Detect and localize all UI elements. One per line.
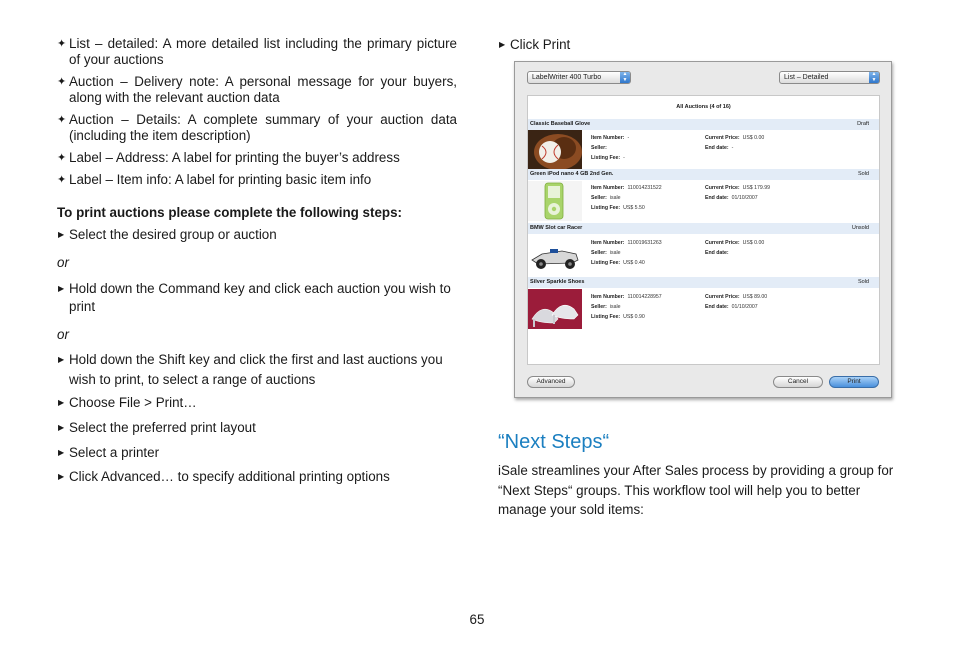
item-number-field: Item Number: 110019631263 [591, 240, 662, 246]
bullet-text: Auction – Delivery note: A personal message for your buyers, along with the relevant auction data [69, 74, 457, 105]
step-shift-click [57, 350, 457, 390]
item-name: Classic Baseball Glove [530, 121, 591, 127]
bullet-list-detailed [57, 36, 457, 68]
item-name: Silver Sparkle Shoes [530, 279, 585, 285]
bullet-delivery-note [57, 74, 457, 106]
item-header-bar [528, 119, 879, 130]
triangle-bullet-icon: ▶ [58, 355, 65, 364]
listing-fee-field: Listing Fee: US$ 0.90 [591, 314, 645, 320]
item-header-bar [528, 169, 879, 180]
step-select-printer [57, 444, 457, 462]
step-text: Select the preferred print layout [69, 420, 256, 435]
end-date-field: End date: 01/10/2007 [705, 304, 758, 310]
page-number: 65 [469, 612, 485, 627]
item-status: Draft [857, 121, 869, 127]
step-text: Choose File > Print… [69, 395, 197, 410]
star-bullet-icon: ✦ [57, 114, 67, 126]
step-command-click [57, 280, 457, 316]
print-button[interactable]: Print [829, 376, 879, 388]
print-dialog-screenshot [514, 61, 892, 398]
printer-select-value: LabelWriter 400 Turbo [532, 74, 602, 81]
ipod-nano-image [528, 181, 582, 221]
star-bullet-icon: ✦ [57, 38, 67, 50]
star-bullet-icon: ✦ [57, 152, 67, 164]
updown-arrows-icon: ▲ ▼ [620, 72, 630, 83]
bullet-text: Auction – Details: A complete summary of your auction data (including the item description) [69, 112, 457, 143]
left-column [57, 36, 457, 486]
bullet-text: Label – Address: A label for printing the buyer’s address [69, 150, 400, 165]
item-number-field: Item Number: 110014228957 [591, 294, 662, 300]
sparkle-shoes-image [528, 289, 582, 329]
triangle-bullet-icon: ▶ [58, 230, 65, 239]
layout-select-value: List – Detailed [784, 74, 829, 81]
printer-select[interactable] [527, 71, 631, 84]
seller-field: Seller: isale [591, 304, 621, 310]
step-text: Hold down the Shift key and click the first and last auctions you wish to print, to select a range of auctions [69, 352, 443, 387]
triangle-bullet-icon: ▶ [58, 448, 65, 457]
section-body: iSale streamlines your After Sales process by providing a group for “Next Steps“ groups. This workflow tool will help you to better manage your sold items: [498, 463, 894, 517]
current-price-field: Current Price: US$ 0.00 [705, 135, 765, 141]
seller-field: Seller: [591, 145, 607, 151]
bullet-label-address [57, 150, 457, 166]
step-select-group [57, 226, 457, 244]
end-date-field: End date: 01/10/2007 [705, 195, 758, 201]
step-text: Select a printer [69, 445, 160, 460]
item-number-field: Item Number: - [591, 135, 630, 141]
end-date-field: End date: - [705, 145, 734, 151]
item-name: Green iPod nano 4 GB 2nd Gen. [530, 171, 614, 177]
triangle-bullet-icon: ▶ [499, 40, 506, 49]
updown-arrows-icon: ▲ ▼ [869, 72, 879, 83]
listing-fee-field: Listing Fee: US$ 0.40 [591, 260, 645, 266]
sheet-title: All Auctions (4 of 16) [676, 104, 731, 110]
step-click-print [498, 36, 898, 54]
step-text: Click Print [510, 37, 571, 52]
current-price-field: Current Price: US$ 89.00 [705, 294, 768, 300]
print-preview-sheet [527, 95, 880, 365]
triangle-bullet-icon: ▶ [58, 472, 65, 481]
layout-select[interactable] [779, 71, 880, 84]
or-separator: or [57, 327, 69, 342]
step-text: Select the desired group or auction [69, 227, 277, 242]
baseball-glove-image [528, 130, 582, 170]
current-price-field: Current Price: US$ 179.99 [705, 185, 770, 191]
step-select-layout [57, 419, 457, 437]
slot-car-image [528, 236, 582, 276]
bullet-auction-details [57, 112, 457, 144]
triangle-bullet-icon: ▶ [58, 284, 65, 293]
listing-fee-field: Listing Fee: US$ 5.50 [591, 205, 645, 211]
item-header-bar [528, 277, 879, 288]
item-number-field: Item Number: 110014231522 [591, 185, 662, 191]
step-text: Hold down the Command key and click each auction you wish to print [69, 281, 451, 314]
advanced-button[interactable]: Advanced [527, 376, 575, 388]
or-separator: or [57, 255, 69, 270]
item-header-bar [528, 223, 879, 234]
step-choose-file-print [57, 394, 457, 412]
bullet-text: List – detailed: A more detailed list including the primary picture of your auctions [69, 36, 457, 67]
bullet-label-item-info [57, 172, 457, 188]
right-column [498, 36, 898, 54]
bullet-text: Label – Item info: A label for printing basic item info [69, 172, 372, 187]
seller-field: Seller: isale [591, 250, 621, 256]
triangle-bullet-icon: ▶ [58, 398, 65, 407]
section-title: “Next Steps“ [498, 431, 610, 453]
step-click-advanced [57, 468, 457, 486]
seller-field: Seller: isale [591, 195, 621, 201]
triangle-bullet-icon: ▶ [58, 423, 65, 432]
step-text: Click Advanced… to specify additional printing options [69, 469, 390, 484]
item-status: Sold [857, 171, 869, 177]
listing-fee-field: Listing Fee: - [591, 155, 625, 161]
steps-heading: To print auctions please complete the following steps: [57, 205, 402, 220]
end-date-field: End date: [705, 250, 729, 256]
item-status: Sold [857, 279, 869, 285]
item-name: BMW Slot car Racer [530, 225, 583, 231]
star-bullet-icon: ✦ [57, 76, 67, 88]
cancel-button[interactable]: Cancel [773, 376, 823, 388]
current-price-field: Current Price: US$ 0.00 [705, 240, 765, 246]
item-status: Unsold [851, 225, 869, 231]
star-bullet-icon: ✦ [57, 174, 67, 186]
